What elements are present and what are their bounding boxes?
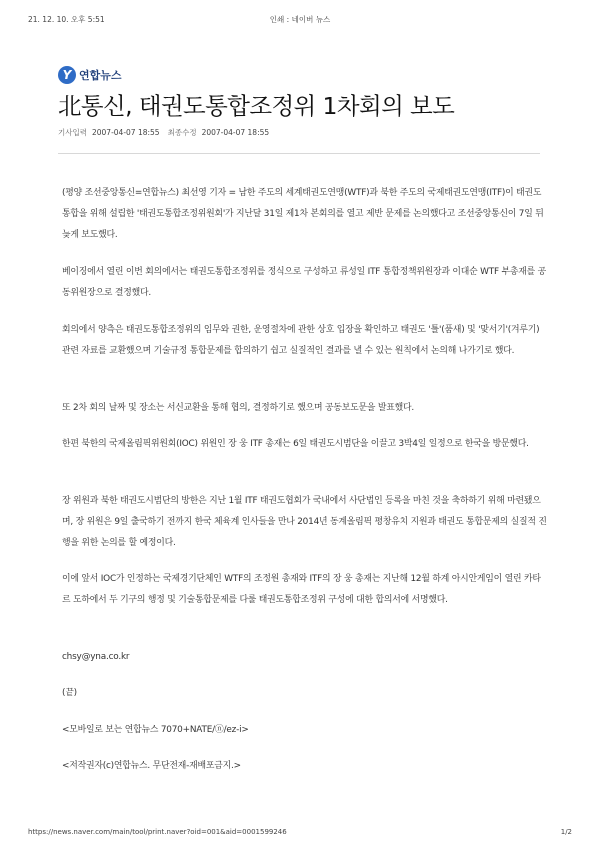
article-paragraph: 회의에서 양측은 태권도통합조정위의 임무와 권한, 운영절차에 관한 상호 입장을 확인하고 태권도 '틀'(품새) 및 '맞서기'(겨루기) 관련 자료를 교환했으며 기술규정 통합문제를 합의하기 쉽고 실질적인 결과를 낼 수 있는 원칙에서 논의해 나가기로 했다. bbox=[62, 325, 540, 356]
header-divider bbox=[58, 153, 540, 154]
publisher-name: 연합뉴스 bbox=[79, 69, 122, 82]
print-header bbox=[28, 14, 572, 28]
print-url: https://news.naver.com/main/tool/print.naver?oid=001&aid=0001599246 bbox=[28, 828, 287, 836]
article-end-mark: (끝) bbox=[62, 688, 77, 698]
article-paragraph: 베이징에서 열린 이번 회의에서는 태권도통합조정위를 정식으로 구성하고 류성일 ITF 통합정책위원장과 이대순 WTF 부총재를 공동위원장으로 결정했다. bbox=[62, 267, 546, 298]
print-date: 21. 12. 10. 오후 5:51 bbox=[28, 15, 105, 24]
modified-date-value: 2007-04-07 18:55 bbox=[201, 128, 270, 137]
article-paragraph: (평양 조선중앙통신=연합뉴스) 최선영 기자 = 남한 주도의 세계태권도연맹(WTF)과 북한 주도의 국제태권도연맹(ITF)이 태권도 통합을 위해 설립한 '태권도통합조정위원회'가 지난달 31일 제1차 본회의를 열고 제반 문제를 논의했다고 조선중앙통신이 7일 뒤늦게 보도했다. bbox=[62, 188, 544, 240]
article-paragraph: 한편 북한의 국제올림픽위원회(IOC) 위원인 장 웅 ITF 총재는 6일 태권도시범단을 이끌고 3박4일 일정으로 한국을 방문했다. bbox=[62, 439, 529, 449]
article-paragraph: 또 2차 회의 날짜 및 장소는 서신교환을 통해 협의, 결정하기로 했으며 공동보도문을 발표했다. bbox=[62, 403, 414, 413]
article-meta bbox=[58, 127, 269, 138]
publisher-logo bbox=[58, 66, 122, 84]
print-title: 인쇄 : 네이버 뉴스 bbox=[269, 15, 331, 24]
article-headline: 北통신, 태권도통합조정위 1차회의 보도 bbox=[58, 92, 455, 120]
copyright-notice: <저작권자(c)연합뉴스. 무단전재-재배포금지.> bbox=[62, 761, 241, 771]
yonhap-logo-icon: Y bbox=[58, 66, 76, 84]
article-paragraph: 장 위원과 북한 태권도시범단의 방한은 지난 1월 ITF 태권도협회가 국내에서 사단법인 등록을 마친 것을 축하하기 위해 마련됐으며, 장 위원은 9일 출국하기 전까지 한국 체육계 인사들을 만나 2014년 동계올림픽 평창유치 지원과 태권도 통합문제의 실질적 진행을 위한 논의를 할 예정이다. bbox=[62, 496, 547, 548]
reporter-email: chsy@yna.co.kr bbox=[62, 652, 130, 662]
input-date-value: 2007-04-07 18:55 bbox=[91, 128, 160, 137]
input-date-label: 기사입력 bbox=[58, 128, 87, 137]
modified-date-label: 최종수정 bbox=[167, 128, 197, 137]
page-number: 1/2 bbox=[560, 828, 572, 836]
article-paragraph: 이에 앞서 IOC가 인정하는 국제경기단체인 WTF의 조정원 총재와 ITF의 장 웅 총재는 지난해 12월 하계 아시안게임이 열린 카타르 도하에서 두 기구의 행정 및 기술통합문제를 다룰 태권도통합조정위 구성에 대한 합의서에 서명했다. bbox=[62, 574, 541, 605]
mobile-notice: <모바일로 보는 연합뉴스 7070+NATE/ⓝ/ez-i> bbox=[62, 725, 249, 735]
